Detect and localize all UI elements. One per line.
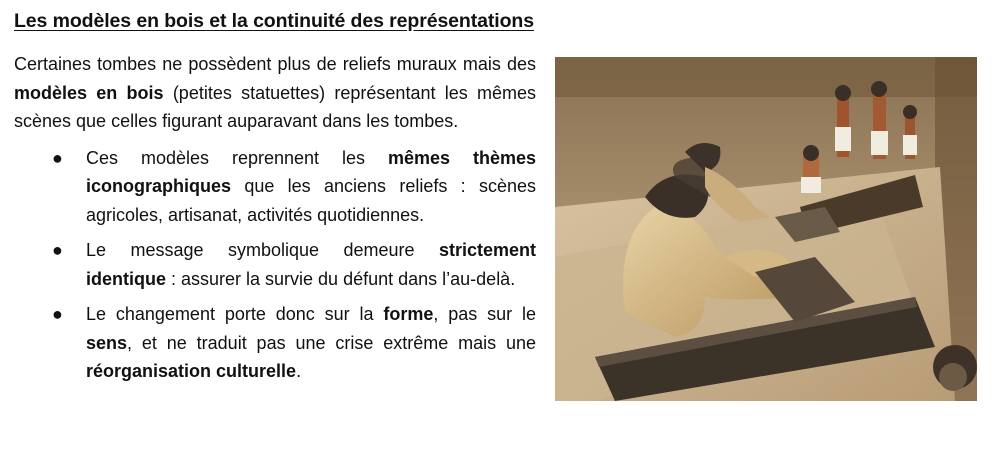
bullet-dot-icon: ●	[52, 304, 63, 324]
bullet-text: Le changement porte donc sur la	[86, 304, 384, 324]
intro-paragraph	[14, 50, 536, 136]
bullet-bold: mêmes thèmes iconographiques	[86, 147, 536, 196]
bullet-text: Ces modèles reprennent les	[86, 147, 388, 168]
wooden-model-illustration	[555, 57, 977, 401]
bullet-bold: sens	[86, 332, 128, 353]
bullet-list	[14, 144, 536, 386]
wooden-model-photo	[555, 57, 977, 401]
bullet-dot-icon: ●	[52, 147, 63, 168]
intro-text-2: (petites statuettes) représentant les mêmes scènes que celles figurant auparavant dans les tombes.	[14, 82, 536, 131]
bullet-text: que les anciens reliefs : scènes agricoles, artisanat, activités quotidiennes.	[86, 176, 536, 225]
bullet-text: : assurer la survie du défunt dans l’au-delà.	[166, 268, 516, 289]
bullet-text: .	[296, 361, 302, 381]
bullet-bold: forme	[383, 304, 434, 324]
intro-text-1: Certaines tombes ne possèdent plus de reliefs muraux mais des	[14, 54, 536, 74]
bullet-bold: réorganisation culturelle	[86, 361, 297, 381]
bullet-dot-icon: ●	[52, 240, 63, 260]
bullet-item-message	[14, 236, 536, 293]
text-column	[14, 50, 536, 393]
intro-bold-1: modèles en bois	[14, 82, 164, 103]
page-title: Les modèles en bois et la continuité des représentations	[14, 10, 534, 32]
bullet-item-themes	[14, 144, 536, 230]
bullet-text: , pas sur le	[433, 304, 537, 324]
bullet-bold: strictement identique	[86, 240, 536, 289]
bullet-item-change	[14, 300, 536, 386]
bullet-text: , et ne traduit pas une crise extrême mais une	[127, 332, 536, 353]
bullet-text: Le message symbolique demeure	[86, 240, 439, 260]
